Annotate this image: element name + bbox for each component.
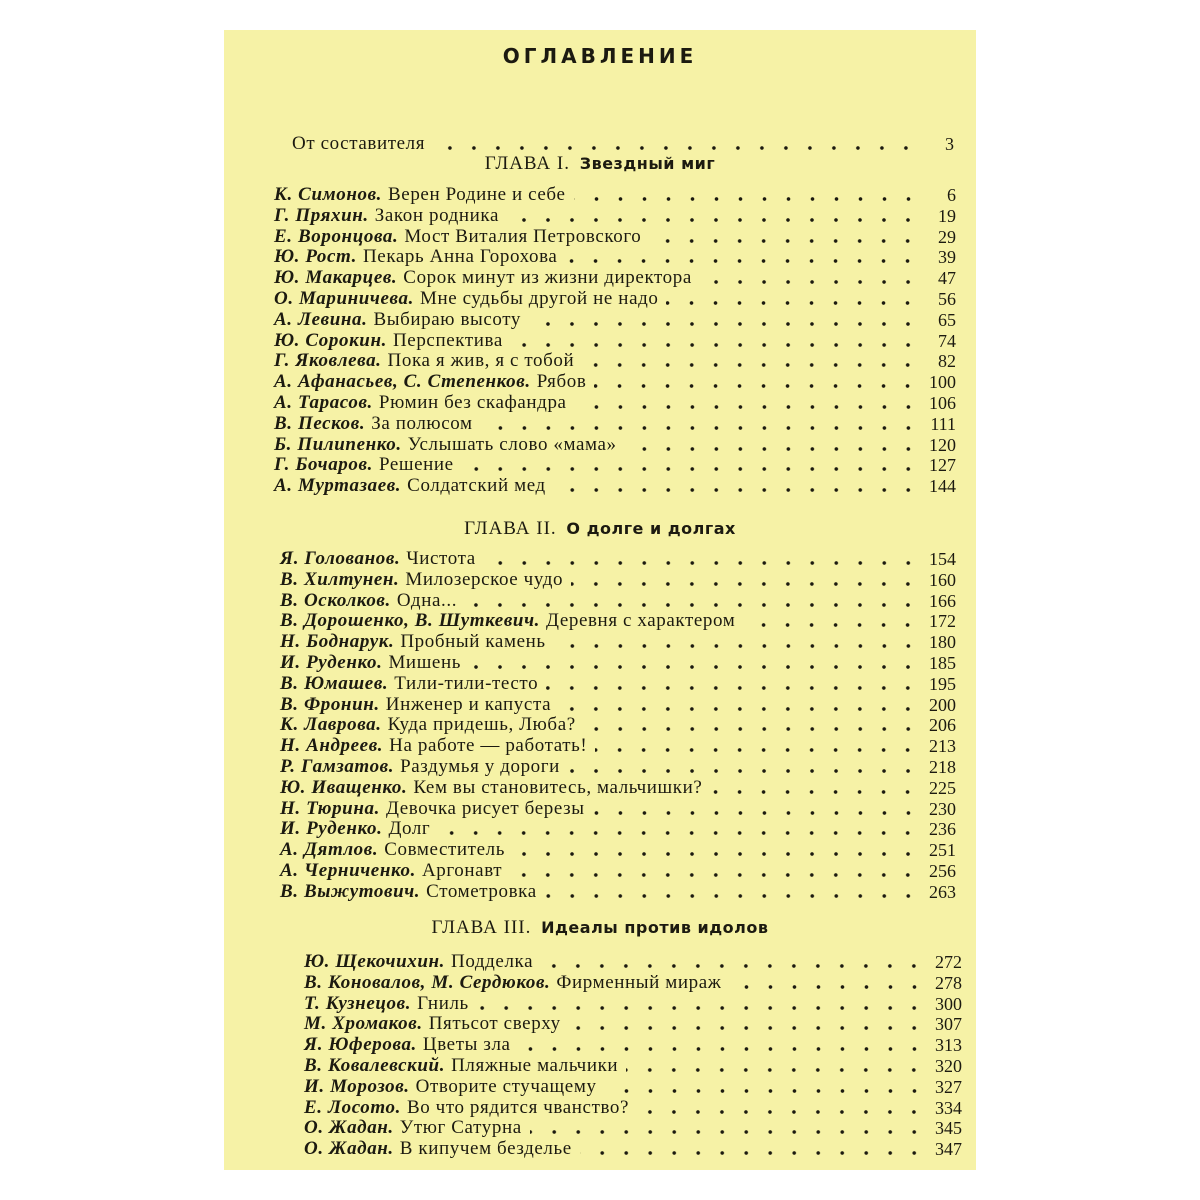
chapter-name: Звездный миг: [579, 154, 716, 173]
toc-entry: [274, 434, 956, 456]
entry-page: 256: [929, 861, 956, 881]
entry-page: 313: [935, 1035, 962, 1056]
toc-entry: [274, 350, 956, 372]
toc-entry: [274, 475, 956, 497]
entry-page: 6: [947, 185, 956, 205]
entry-page: 185: [929, 653, 956, 673]
dot-leader: [554, 644, 920, 648]
chapter-label: ГЛАВА II.: [464, 518, 557, 539]
entry-author: В. Юмашев.: [280, 672, 389, 694]
entry-title: Долг: [388, 818, 431, 840]
dot-leader: [554, 488, 920, 492]
toc-entry: [304, 1117, 962, 1139]
dot-leader: [513, 852, 920, 856]
toc-entry: [304, 972, 962, 994]
entry-page: 200: [929, 694, 956, 715]
dot-leader: [545, 894, 920, 898]
entry-page: 172: [929, 611, 956, 632]
toc-entry: [280, 818, 956, 840]
entry-title: Мост Виталия Петровского: [404, 225, 642, 247]
entry-page: 230: [929, 798, 956, 819]
chapter-name: О долге и долгах: [566, 519, 736, 538]
entry-author: М. Хромаков.: [304, 1013, 423, 1035]
dot-leader: [594, 384, 920, 388]
entry-title: Стометровка: [426, 880, 537, 902]
entry-title: Перспектива: [392, 329, 503, 351]
toc-heading: ОГЛАВЛЕНИЕ: [502, 44, 698, 68]
dot-leader: [580, 1151, 926, 1155]
toc-entry: [304, 951, 962, 973]
entry-author: В. Осколков.: [280, 589, 391, 611]
dot-leader: [700, 280, 920, 284]
entry-author: Б. Пилипенко.: [274, 433, 402, 455]
entry-author: Г. Пряхин.: [274, 204, 369, 226]
entry-page: 100: [929, 372, 956, 393]
entry-author: О. Жадан.: [304, 1138, 394, 1160]
toc-entry: [280, 569, 956, 591]
entry-title: Пока я жив, я с тобой: [387, 350, 575, 372]
toc-entry-front: [292, 133, 954, 155]
entry-title: Верен Родине и себе: [388, 184, 566, 205]
entry-author: О. Мариничева.: [274, 288, 414, 309]
dot-leader: [582, 363, 920, 367]
entry-page: 225: [929, 777, 956, 798]
dot-leader: [625, 447, 920, 451]
entry-page: 120: [929, 434, 956, 455]
entry-title: Аргонавт: [421, 860, 503, 881]
entry-title: Фирменный мираж: [556, 971, 722, 993]
toc-entry: [280, 860, 956, 882]
entry-author: Т. Кузнецов.: [304, 992, 412, 1014]
entry-page: 82: [938, 351, 956, 372]
entry-title: Во что рядится чванство?: [406, 1096, 630, 1118]
entry-author: И. Руденко.: [280, 652, 383, 673]
toc-entry: [280, 777, 956, 799]
chapter-heading-1: [224, 153, 976, 177]
entry-title: Решение: [378, 454, 454, 476]
toc-entry: [280, 652, 956, 674]
entry-title: На работе — работать!: [389, 735, 588, 757]
entry-title: Пекарь Анна Горохова: [362, 246, 558, 268]
entry-page: 180: [929, 632, 956, 653]
entry-author: Р. Гамзатов.: [280, 756, 395, 777]
dot-leader: [438, 831, 920, 835]
entry-title: Цветы зла: [422, 1034, 511, 1056]
toc-entry: [274, 205, 956, 227]
entry-page: 320: [935, 1056, 962, 1076]
entry-title: Чистота: [406, 548, 476, 569]
toc-entry: [304, 1034, 962, 1056]
entry-author: К. Симонов.: [274, 184, 383, 205]
entry-title: Совместитель: [384, 839, 505, 861]
entry-author: В. Коновалов, М. Сердюков.: [304, 971, 551, 993]
dot-leader: [462, 467, 920, 471]
entry-page: 218: [929, 757, 956, 777]
toc-entry: [280, 735, 956, 757]
entry-author: Я. Голованов.: [280, 548, 401, 569]
entry-author: Н. Андреев.: [280, 735, 384, 757]
dot-leader: [484, 561, 920, 565]
entry-title: Пятьсот сверху: [428, 1013, 561, 1035]
chapter-name: Идеалы против идолов: [541, 918, 769, 937]
dot-leader: [510, 873, 920, 877]
entry-author: В. Выжутович.: [280, 880, 421, 902]
toc-entry: [280, 798, 956, 820]
dot-leader: [666, 301, 920, 305]
dot-leader: [559, 707, 920, 711]
entry-title: Закон родника: [374, 204, 500, 226]
entry-page: 213: [929, 736, 956, 757]
dot-leader: [595, 748, 920, 752]
entry-page: 166: [929, 590, 956, 611]
dot-leader: [519, 1047, 926, 1051]
entry-author: В. Песков.: [274, 412, 366, 434]
dot-leader: [730, 985, 926, 989]
toc-entry: [280, 548, 956, 570]
entry-author: А. Черниченко.: [280, 860, 416, 881]
dot-leader: [584, 727, 920, 731]
toc-entry: [304, 1055, 962, 1077]
dot-leader: [568, 769, 920, 773]
entry-author: Е. Воронцова.: [274, 225, 399, 247]
toc-entry: [274, 392, 956, 414]
dot-leader: [477, 1006, 926, 1010]
entry-page: 127: [929, 455, 956, 476]
entry-page: 65: [938, 309, 956, 330]
entry-title: Раздумья у дороги: [400, 756, 560, 777]
entry-author: Ю. Щекочихин.: [304, 951, 446, 972]
entry-title: Отворите стучащему: [415, 1075, 597, 1097]
entry-page: 251: [929, 840, 956, 861]
entry-page: 19: [938, 205, 956, 226]
entry-author: А. Муртазаев.: [274, 475, 402, 497]
entry-title: Тили-тили-тесто: [394, 672, 539, 694]
dot-leader: [637, 1110, 926, 1114]
entry-title: Мне судьбы другой не надо: [419, 288, 659, 309]
entry-author: В. Ковалевский.: [304, 1055, 446, 1076]
entry-author: А. Афанасьев, С. Степенков.: [274, 371, 531, 393]
entry-title: Солдатский мед: [407, 475, 546, 497]
entry-title: Услышать слово «мама»: [407, 433, 617, 455]
chapter-heading-3: [224, 917, 976, 941]
toc-page: [224, 30, 976, 1170]
toc-entry: [304, 1013, 962, 1035]
dot-leader: [710, 790, 920, 794]
dot-leader: [529, 322, 920, 326]
entry-page: 160: [929, 569, 956, 590]
entry-title: Сорок минут из жизни директора: [403, 267, 692, 289]
dot-leader: [605, 1089, 926, 1093]
chapter-heading-2: [224, 518, 976, 542]
dot-leader: [649, 239, 920, 243]
entry-page: 144: [929, 476, 956, 497]
entry-title: Одна...: [396, 589, 458, 611]
entry-page: 272: [935, 952, 962, 972]
toc-entry: [280, 756, 956, 778]
dot-leader: [530, 1130, 926, 1134]
entry-author: В. Фронин.: [280, 693, 380, 715]
toc-entry: [274, 184, 956, 206]
dot-leader: [743, 623, 920, 627]
toc-entry: [280, 714, 956, 736]
entry-author: И. Морозов.: [304, 1075, 410, 1097]
entry-title: Выбираю высоту: [373, 308, 522, 330]
toc-entry: [274, 309, 956, 331]
entry-page: 307: [935, 1014, 962, 1035]
entry-page: 74: [938, 330, 956, 351]
entry-title: Утюг Сатурна: [399, 1117, 522, 1139]
entry-page: 327: [935, 1076, 962, 1097]
toc-entry: [274, 413, 956, 435]
entry-author: И. Руденко.: [280, 818, 383, 840]
entry-page: 111: [930, 413, 956, 434]
entry-page: 345: [935, 1118, 962, 1139]
entry-title: Мишень: [388, 652, 461, 673]
entry-page: 334: [935, 1097, 962, 1118]
entry-author: Я. Юферова.: [304, 1034, 417, 1056]
entry-author: В. Хилтунен.: [280, 568, 400, 590]
entry-author: К. Лаврова.: [280, 714, 382, 736]
entry-author: Ю. Иващенко.: [280, 776, 408, 798]
toc-entry: [304, 993, 962, 1015]
entry-title: Подделка: [451, 951, 534, 972]
entry-page: 56: [938, 289, 956, 309]
entry-author: Ю. Макарцев.: [274, 267, 398, 289]
entry-title: Куда придешь, Люба?: [387, 714, 576, 736]
entry-page: 154: [929, 549, 956, 569]
toc-entry: [280, 839, 956, 861]
toc-entry: [274, 454, 956, 476]
entry-author: А. Левина.: [274, 308, 368, 330]
dot-leader: [571, 582, 920, 586]
entry-page: 347: [935, 1139, 962, 1160]
entry-page: 3: [945, 134, 954, 154]
entry-title: Рюмин без скафандра: [378, 392, 567, 413]
entry-page: 106: [929, 393, 956, 413]
entry-title: Гниль: [417, 992, 469, 1014]
entry-author: А. Дятлов.: [280, 839, 379, 861]
entry-title: Кем вы становитесь, мальчишки?: [413, 776, 703, 798]
entry-author: Г. Яковлева.: [274, 350, 382, 372]
toc-entry: [304, 1138, 962, 1160]
entry-title: Милозерское чудо: [405, 568, 564, 590]
entry-title: Инженер и капуста: [385, 693, 552, 715]
dot-leader: [465, 603, 920, 607]
entry-title: Девочка рисует березы: [385, 797, 585, 819]
dot-leader: [469, 665, 920, 669]
entry-author: Ю. Рост.: [274, 246, 357, 268]
toc-entry: [280, 590, 956, 612]
entry-page: 206: [929, 715, 956, 736]
dot-leader: [481, 426, 920, 430]
toc-entry: [274, 226, 956, 248]
entry-page: 39: [938, 247, 956, 268]
toc-entry: [274, 330, 956, 352]
dot-leader: [565, 259, 920, 263]
dot-leader: [507, 218, 920, 222]
entry-title: За полюсом: [371, 412, 473, 434]
entry-title: Деревня с характером: [546, 610, 736, 632]
entry-author: Ю. Сорокин.: [274, 329, 387, 351]
entry-page: 300: [935, 993, 962, 1014]
entry-author: Н. Тюрина.: [280, 797, 380, 819]
dot-leader: [593, 811, 920, 815]
toc-entry: [274, 371, 956, 393]
chapter-label: ГЛАВА III.: [431, 917, 532, 938]
dot-leader: [626, 1068, 926, 1072]
entry-page: 263: [929, 881, 956, 902]
entry-page: 278: [935, 972, 962, 993]
entry-title: От составителя: [292, 133, 426, 154]
toc-entry: [304, 1076, 962, 1098]
entry-title: Пробный камень: [400, 631, 546, 653]
toc-entry: [304, 1097, 962, 1119]
toc-entry: [280, 673, 956, 695]
entry-page: 47: [938, 268, 956, 289]
entry-author: А. Тарасов.: [274, 392, 373, 413]
dot-leader: [541, 964, 926, 968]
toc-entry: [274, 246, 956, 268]
dot-leader: [546, 686, 920, 690]
toc-entry: [280, 610, 956, 632]
entry-author: Е. Лосото.: [304, 1096, 401, 1118]
entry-title: Пляжные мальчики: [451, 1055, 619, 1076]
toc-entry: [280, 631, 956, 653]
dot-leader: [574, 197, 921, 201]
dot-leader: [569, 1026, 926, 1030]
toc-entry: [280, 881, 956, 903]
dot-leader: [433, 146, 918, 150]
toc-entry: [280, 694, 956, 716]
entry-page: 195: [929, 673, 956, 694]
toc-entry: [274, 288, 956, 310]
entry-title: В кипучем безделье: [399, 1138, 572, 1160]
entry-author: Г. Бочаров.: [274, 454, 373, 476]
entry-title: Рябов: [536, 371, 587, 393]
entry-author: О. Жадан.: [304, 1117, 394, 1139]
dot-leader: [575, 405, 920, 409]
entry-author: В. Дорошенко, В. Шуткевич.: [280, 610, 541, 632]
dot-leader: [511, 343, 920, 347]
entry-author: Н. Боднарук.: [280, 631, 395, 653]
toc-entry: [274, 267, 956, 289]
entry-page: 236: [929, 819, 956, 840]
entry-page: 29: [938, 226, 956, 247]
chapter-label: ГЛАВА I.: [484, 153, 570, 174]
